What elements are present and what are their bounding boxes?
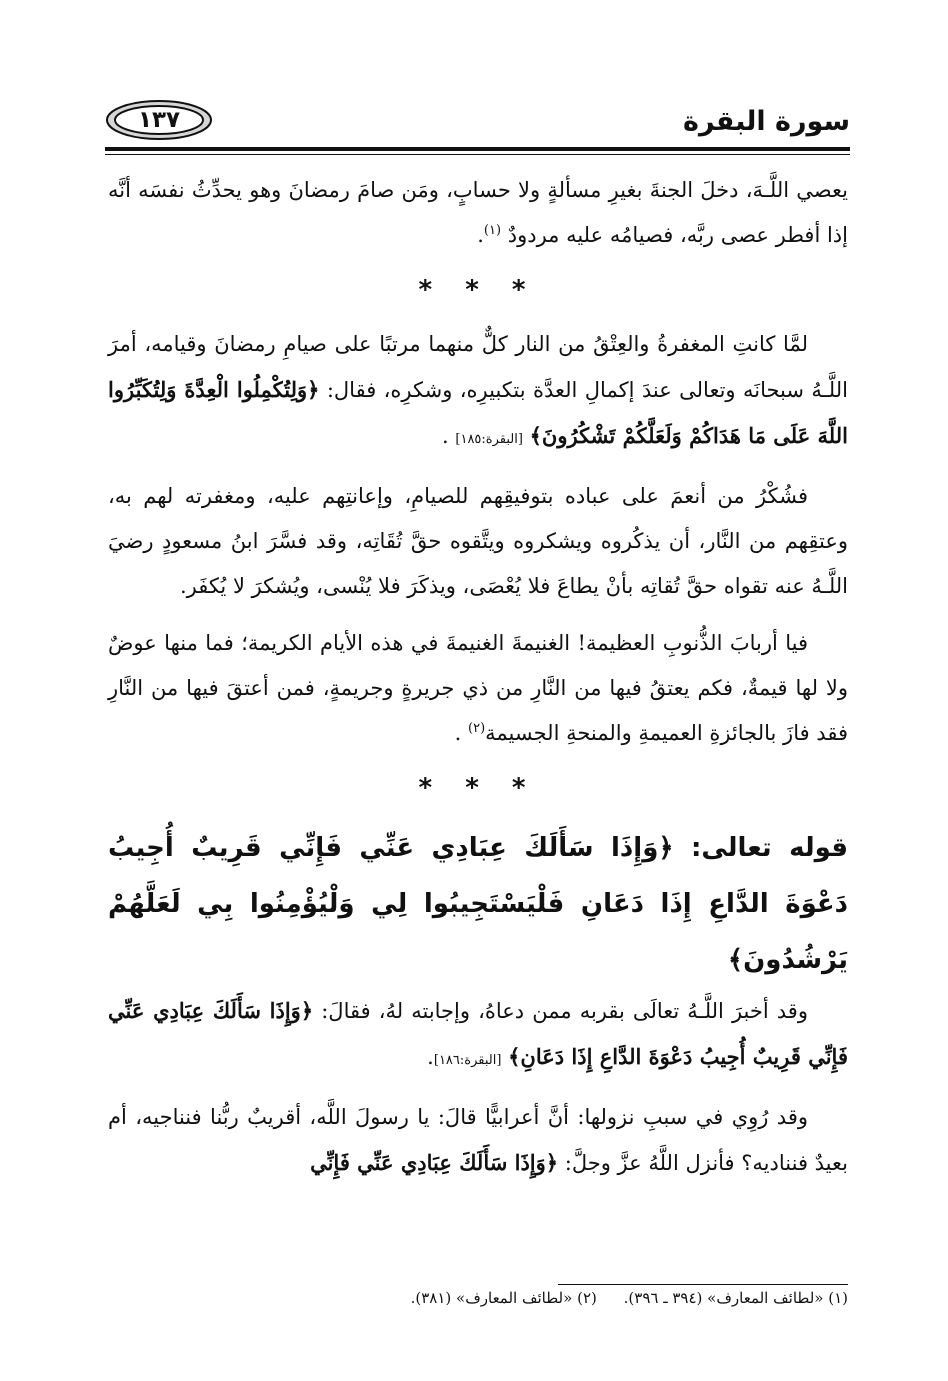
- footnote-marker-2: (٢): [468, 721, 486, 736]
- main-text: [108, 168, 848, 1186]
- section-divider-2: * * *: [418, 773, 538, 803]
- section-divider: * * *: [418, 275, 538, 305]
- verse-reference-2: [البقرة:١٨٦]: [433, 1053, 502, 1068]
- paragraph-2: لمَّا كانتِ المغفرةُ والعِتْقُ من النار كلٌّ منهما مرتبًا على صيامِ رمضانَ وقيامه، أمرَ اللَّـهُ سبحانَه وتعالى عندَ إكمالِ العدَّة بتكبيرِه، وشكرِه، فقال: ﴿وَلِتُكْمِلُوا الْعِدَّةَ وَلِتُكَبِّرُوا اللَّهَ عَلَى مَا هَدَاكُمْ وَلَعَلَّكُمْ تَشْكُرُونَ﴾ [البقرة:١٨٥] .: [108, 332, 848, 448]
- verse-quote-2: ﴿وَإِذَا سَأَلَكَ عِبَادِي عَنِّي فَإِنِّي قَرِيبٌ أُجِيبُ دَعْوَةَ الدَّاعِ إِذَا دَعَانِ﴾: [108, 998, 848, 1069]
- surah-title: سورة البقرة: [683, 106, 850, 137]
- paragraph-3: فشُكْرُ من أنعمَ على عباده بتوفيقِهم للصيامِ، وإعانتِهم عليه، ومغفرته لهم به، وعتقِهم من النَّار، أن يذكُروه ويشكروه ويتَّقوه حقَّ تُقَاتِه، وقد فسَّرَ ابنُ مسعودٍ رضيَ اللَّـهُ عنه تقواه حقَّ تُقاتِه بأنْ يطاعَ فلا يُعْصَى، ويذكَرَ فلا يُنْسى، ويُشكرَ لا يُكفَر.: [108, 484, 848, 598]
- verse-quote: ﴿وَلِتُكْمِلُوا الْعِدَّةَ وَلِتُكَبِّرُوا اللَّهَ عَلَى مَا هَدَاكُمْ وَلَعَلَّكُمْ تَشْكُرُونَ﴾: [108, 377, 848, 448]
- verse-quote-3: ﴿وَإِذَا سَأَلَكَ عِبَادِي عَنِّي فَإِنِّي: [310, 1150, 559, 1175]
- paragraph-5: وقد أخبرَ اللَّـهُ تعالَى بقربه ممن دعاهُ، وإجابته لهُ، فقالَ: ﴿وَإِذَا سَأَلَكَ عِبَادِي عَنِّي فَإِنِّي قَرِيبٌ أُجِيبُ دَعْوَةَ الدَّاعِ إِذَا دَعَانِ﴾ [البقرة:١٨٦].: [108, 998, 848, 1069]
- verse-reference: [البقرة:١٨٥]: [455, 432, 523, 447]
- header-rule-thin: [105, 154, 850, 155]
- verse-heading: قوله تعالى: ﴿وَإِذَا سَأَلَكَ عِبَادِي عَنِّي فَإِنِّي قَرِيبٌ أُجِيبُ دَعْوَةَ الدَّاعِ إِذَا دَعَانِ فَلْيَسْتَجِيبُوا لِي وَلْيُؤْمِنُوا بِي لَعَلَّهُمْ يَرْشُدُونَ﴾: [108, 833, 848, 975]
- page-header: [105, 98, 850, 146]
- paragraph-1: يعصي اللَّـهَ، دخلَ الجنةَ بغيرِ مسألةٍ ولا حسابٍ، ومَن صامَ رمضانَ وهو يحدِّثُ نفسَه أنَّه إذا أفطر عصى ربَّه، فصيامُه عليه مردودٌ $^{(١)}$.: [108, 178, 848, 247]
- footnotes: [128, 1284, 848, 1312]
- page-number: ١٣٧: [137, 107, 181, 133]
- page-number-badge: [105, 98, 213, 142]
- footnote-marker-1: (١): [483, 223, 502, 238]
- footnote-1: (١) «لطائف المعارف» (٣٩٤ ـ ٣٩٦).: [623, 1289, 848, 1307]
- footnote-2: (٢) «لطائف المعارف» (٣٨١).: [410, 1289, 597, 1307]
- paragraph-6: وقد رُوِي في سببِ نزولها: أنَّ أعرابيًّا قالَ: يا رسولَ اللَّه، أقريبٌ ربُّنا فنناجيه، أم بعيدٌ فنناديه؟ فأنزل اللَّهُ عزَّ وجلَّ: ﴿وَإِذَا سَأَلَكَ عِبَادِي عَنِّي فَإِنِّي: [108, 1105, 848, 1175]
- header-rule-thick: [105, 147, 850, 151]
- paragraph-4: فيا أربابَ الذُّنوبِ العظيمة! الغنيمةَ الغنيمةَ في هذه الأيام الكريمة؛ فما منها عوضٌ ولا لها قيمةٌ، فكم يعتقُ فيها من النَّارِ من ذي جريرةٍ وجريمةٍ، فمن أعتقَ فيها من النَّارِ فقد فازَ بالجائزةِ العميمةِ والمنحةِ الجسيمة$^{(٢)}$ .: [108, 631, 848, 745]
